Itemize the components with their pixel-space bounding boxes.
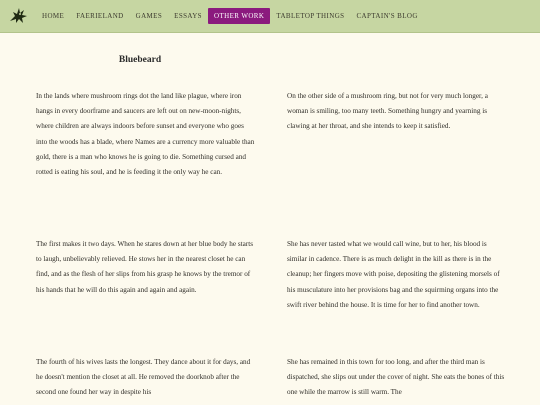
story-paragraph-2: On the other side of a mushroom ring, but not for very much longer, a woman is smiling, too many teeth. Something hungry and yearning is clawing at her throat, and she intends to keep it satisfied.: [287, 92, 488, 131]
story-paragraph-4: She has never tasted what we would call wine, but to her, his blood is similar in cadence. There is as much delight in the kill as there is in the cleanup; her fingers move with poise, depositing the glistening morsels of his musculature into her provisions bag and the squirming organs into the swift river behind the house. It is time for her to find another town.: [287, 240, 500, 309]
main-nav: [36, 6, 424, 26]
nav-captains-blog[interactable]: CAPTAIN'S BLOG: [356, 12, 418, 20]
nav-tabletop-things[interactable]: TABLETOP THINGS: [276, 12, 345, 20]
page-title: Bluebeard: [118, 55, 162, 65]
story-paragraph-3: The first makes it two days. When he stares down at her blue body he starts to laugh, unbelievably relieved. He stows her in the nearest closet he can find, and as the flesh of her slips from his grasp he knows by the tremor of his hands that he will do this again and again and again.: [36, 240, 254, 294]
story-paragraph-1: In the lands where mushroom rings dot the land like plague, where iron hangs in every doorframe and saucers are left out on new-moon-nights, where children are always indoors before sunset and everyone who goes into the woods has a blade, where Names are a currency more valuable than gold, there is a man who knows he is going to die. Something cursed and rotted is eating his soul, and he is feeding it the only way he can.: [36, 92, 255, 177]
story-paragraph-5: The fourth of his wives lasts the longest. They dance about it for days, and he doesn't mention the closet at all. He removed the doorknob after the second one found her way in despite his: [36, 358, 251, 397]
spiky-creature-logo-icon[interactable]: [7, 4, 29, 26]
nav-home[interactable]: HOME: [42, 12, 65, 20]
nav-faerieland[interactable]: FAERIELAND: [76, 12, 124, 20]
story-paragraph-6: She has remained in this town for too long, and after the third man is dispatched, she slips out under the cover of night. She eats the bones of this one while the marrow is still warm. The: [287, 358, 505, 397]
nav-essays[interactable]: ESSAYS: [174, 12, 202, 20]
nav-games[interactable]: GAMES: [135, 12, 163, 20]
top-nav-bar: [0, 0, 540, 33]
nav-other-work[interactable]: OTHER WORK: [208, 8, 270, 24]
